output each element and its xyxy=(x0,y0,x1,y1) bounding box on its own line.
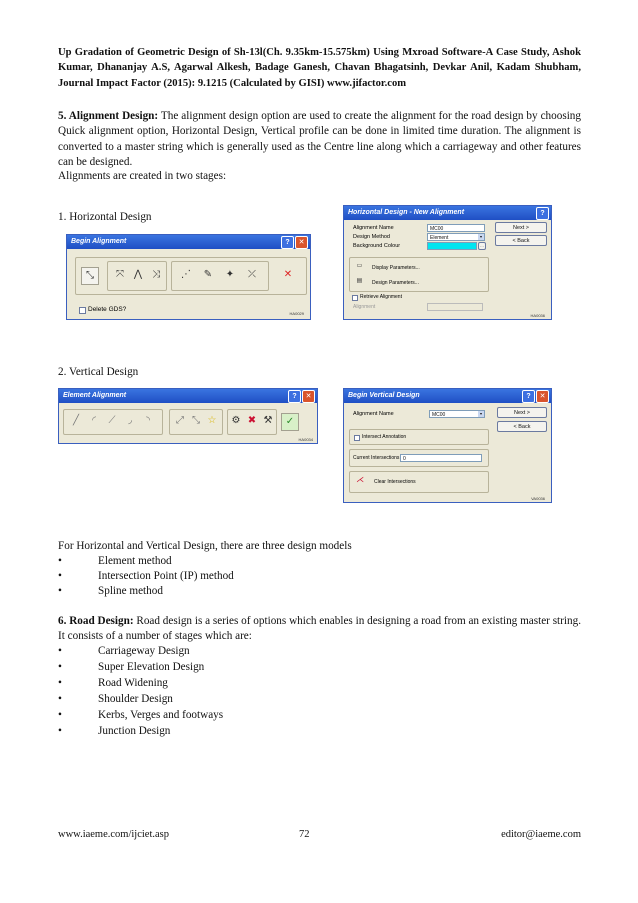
list-item xyxy=(58,692,173,707)
delete-gds-label: Delete GDS? xyxy=(88,306,127,313)
clear-intersections-icon[interactable]: ⋌ xyxy=(356,475,364,484)
dialog-code: HA0034 xyxy=(298,437,313,442)
alignment-name-select[interactable] xyxy=(429,410,485,418)
bullet: • xyxy=(58,709,62,721)
delete-gds-checkbox[interactable] xyxy=(79,307,86,314)
start-alignment-icon[interactable]: ⤡ xyxy=(81,267,99,285)
design-parameters-button[interactable]: Design Parameters... xyxy=(372,280,419,286)
vertical-design-dialog xyxy=(343,388,552,503)
current-intersections-label: Current Intersections xyxy=(353,455,400,461)
hammer-icon[interactable]: ⚒ xyxy=(263,415,273,426)
help-icon[interactable]: ? xyxy=(522,390,535,403)
alignment-name-label: Alignment Name xyxy=(353,411,394,417)
running-header: Up Gradation of Geometric Design of Sh-13l(Ch. 9.35km-15.575km) Using Mxroad Software-A Case Study, Ashok Kumar, Dhananjay A.S, Agarwal Alkesh, Badage Ganesh, Chavan Bhagatsinh, Devkar Anil, Kadam Shubham, Journal Impact Factor (2015): 9.1215 (Calculated by GISI) www.jifactor.com xyxy=(58,47,581,89)
models-intro: For Horizontal and Vertical Design, there are three design models xyxy=(58,540,352,552)
clear-intersections-button[interactable]: Clear Intersections xyxy=(374,479,416,485)
list-item-text: Super Elevation Design xyxy=(98,661,205,673)
background-colour-label: Background Colour xyxy=(353,243,401,249)
chevron-down-icon: ▾ xyxy=(479,234,482,239)
stages-line: Alignments are created in two stages: xyxy=(58,170,227,182)
list-item-text: Road Widening xyxy=(98,677,168,689)
edit-tool-icon[interactable]: ⋰ xyxy=(181,269,191,280)
dialog-title: Horizontal Design - New Alignment xyxy=(348,209,465,216)
back-button[interactable]: < Back xyxy=(495,235,547,246)
delete-element-icon[interactable]: ✖ xyxy=(247,415,257,426)
bullet: • xyxy=(58,677,62,689)
section-6-heading: 6. Road Design: xyxy=(58,615,134,627)
list-item-text: Shoulder Design xyxy=(98,693,173,705)
new-alignment-titlebar xyxy=(344,206,551,220)
design-method-select[interactable] xyxy=(427,233,485,241)
dialog-title: Element Alignment xyxy=(63,392,127,399)
list-item-text: Spline method xyxy=(98,585,163,597)
begin-alignment-titlebar xyxy=(67,235,310,249)
bullet: • xyxy=(58,585,62,597)
bullet: • xyxy=(58,693,62,705)
section-5-body: The alignment design option are used to create the alignment for the road design by choosing Quick alignment option, Horizontal Design, Vertical profile can be done in limited time duration. The alignment is converted to a master string which is generally used as the Centre line along which a carriageway and other features can be designed. xyxy=(58,110,581,168)
list-item xyxy=(58,708,223,723)
list-item xyxy=(58,584,163,599)
list-item-text: Junction Design xyxy=(98,725,171,737)
help-icon[interactable]: ? xyxy=(536,207,549,220)
design-method-value: Element xyxy=(430,235,449,241)
vertical-design-titlebar xyxy=(344,389,551,403)
dialog-title: Begin Alignment xyxy=(71,238,127,245)
highlight-tool-icon[interactable]: ✦ xyxy=(225,269,235,280)
section-6-paragraph xyxy=(58,614,581,645)
curve-tool-icon[interactable]: ◜ xyxy=(92,415,96,426)
element-alignment-dialog xyxy=(58,388,318,444)
element-alignment-titlebar xyxy=(59,389,317,403)
straight-tool-icon[interactable]: ╱ xyxy=(72,415,80,426)
footer-url: www.iaeme.com/ijciet.asp xyxy=(58,829,169,840)
close-icon[interactable]: ✕ xyxy=(536,390,549,403)
list-item xyxy=(58,724,170,739)
next-button[interactable]: Next > xyxy=(497,407,547,418)
list-item-text: Element method xyxy=(98,555,172,567)
background-colour-swatch[interactable] xyxy=(427,242,477,250)
check-icon[interactable]: ✓ xyxy=(281,413,299,431)
list-item-text: Intersection Point (IP) method xyxy=(98,570,234,582)
alignment-label: Alignment xyxy=(353,304,376,310)
dialog-code: HA0029 xyxy=(289,311,304,316)
bullet: • xyxy=(58,645,62,657)
retrieve-alignment-label: Retrieve Alignment xyxy=(360,294,402,300)
item-horizontal-design: 1. Horizontal Design xyxy=(58,211,152,223)
back-button[interactable]: < Back xyxy=(497,421,547,432)
footer-email: editor@iaeme.com xyxy=(501,829,581,840)
join-tool-icon[interactable]: ⤢ xyxy=(176,415,184,426)
design-method-label: Design Method xyxy=(353,234,390,240)
element-tool-icon[interactable]: ⤧ xyxy=(116,269,124,280)
parameters-group xyxy=(349,257,489,292)
star-icon[interactable]: ☆ xyxy=(207,415,217,426)
intersect-annotation-label: Intersect Annotation xyxy=(362,434,407,440)
close-icon[interactable]: ✕ xyxy=(295,236,308,249)
section-5-heading: 5. Alignment Design: xyxy=(58,110,159,122)
ip-tool-icon[interactable]: ⋀ xyxy=(133,269,143,280)
help-icon[interactable]: ? xyxy=(288,390,301,403)
bullet: • xyxy=(58,725,62,737)
current-intersections-value[interactable]: 0 xyxy=(400,454,482,462)
colour-picker-button[interactable]: … xyxy=(480,243,484,248)
page-number: 72 xyxy=(299,829,310,840)
list-item-text: Carriageway Design xyxy=(98,645,190,657)
dialog-code: HA0036 xyxy=(530,313,545,318)
rotate-tool-icon[interactable]: ⤫ xyxy=(248,269,256,280)
dialog-title: Begin Vertical Design xyxy=(348,392,420,399)
list-item xyxy=(58,644,190,659)
item-vertical-design: 2. Vertical Design xyxy=(58,366,139,378)
list-item-text: Kerbs, Verges and footways xyxy=(98,709,224,721)
list-item xyxy=(58,660,204,675)
list-item xyxy=(58,554,172,569)
section-5-paragraph xyxy=(58,109,581,170)
close-icon[interactable]: ✕ xyxy=(302,390,315,403)
begin-alignment-dialog xyxy=(66,234,311,320)
list-item xyxy=(58,676,168,691)
cancel-icon[interactable]: ✕ xyxy=(283,269,293,280)
bullet: • xyxy=(58,555,62,567)
reverse-curve-icon[interactable]: ◝ xyxy=(146,415,150,426)
split-tool-icon[interactable]: ⤡ xyxy=(192,415,200,426)
alignment-name-value: MC00 xyxy=(432,412,446,418)
measure-tool-icon[interactable]: ⚙ xyxy=(231,415,241,426)
alignment-name-input[interactable]: MC00 xyxy=(427,224,485,232)
display-parameters-icon[interactable]: ▭ xyxy=(356,263,363,269)
next-button[interactable]: Next > xyxy=(495,222,547,233)
retrieve-alignment-checkbox[interactable] xyxy=(352,295,358,301)
modify-tool-icon[interactable]: ✎ xyxy=(203,269,213,280)
transition-tool-icon[interactable]: ⟋ xyxy=(108,415,116,426)
dialog-code: VA0036 xyxy=(531,496,545,501)
alignment-select[interactable] xyxy=(427,303,483,311)
new-alignment-dialog xyxy=(343,205,552,320)
intersect-annotation-checkbox[interactable] xyxy=(354,435,360,441)
section-6-body: Road design is a series of options which enables in designing a road from an existing master string. It consists of a number of stages which are: xyxy=(58,615,581,643)
spline-tool-icon[interactable]: ⤨ xyxy=(152,269,160,280)
help-icon[interactable]: ? xyxy=(281,236,294,249)
design-parameters-icon[interactable]: ▤ xyxy=(356,278,363,284)
display-parameters-button[interactable]: Display Parameters... xyxy=(372,265,420,271)
alignment-name-label: Alignment Name xyxy=(353,225,394,231)
list-item xyxy=(58,569,234,584)
chevron-down-icon: ▾ xyxy=(479,411,482,416)
arc-tool-icon[interactable]: ◞ xyxy=(128,415,132,426)
bullet: • xyxy=(58,570,62,582)
bullet: • xyxy=(58,661,62,673)
clear-group xyxy=(349,471,489,493)
